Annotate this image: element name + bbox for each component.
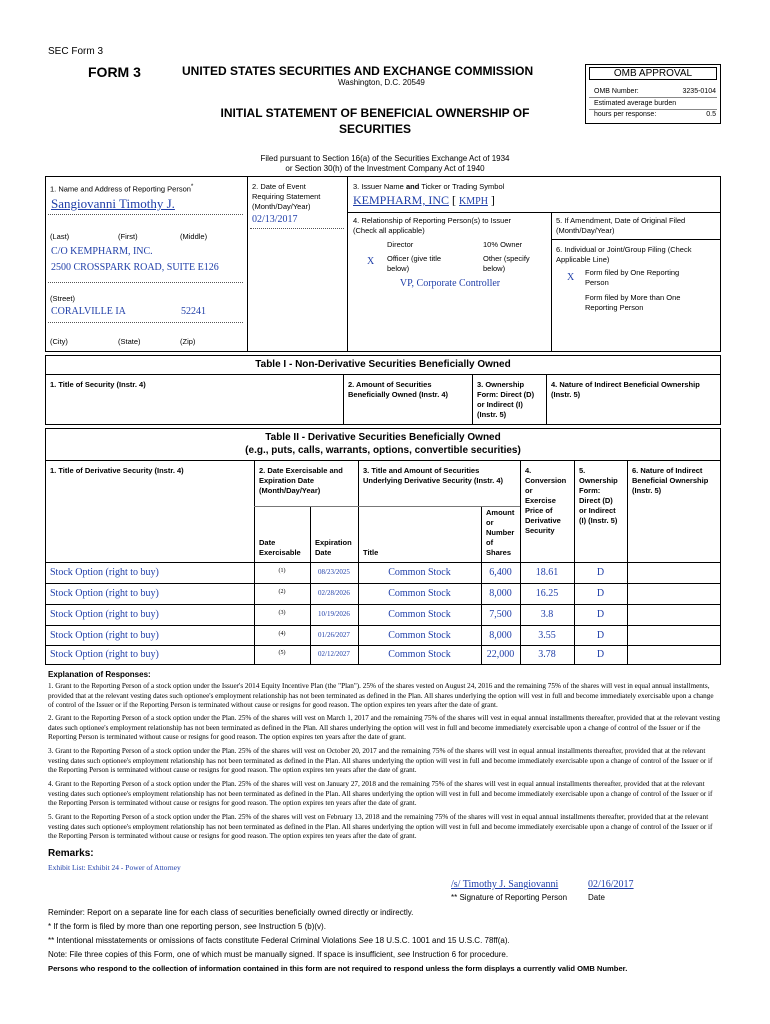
box2-label-2: Requiring Statement [252,192,321,201]
sub-title: Title [363,548,379,557]
row-ownership-form: D [596,630,605,641]
table-2-col-underlying-1: 3. Title and Amount of Securities [363,466,480,475]
row-ownership-form: D [596,567,605,578]
ticker-symbol[interactable]: KMPH [459,196,488,207]
statement-title-1: INITIAL STATEMENT OF BENEFICIAL OWNERSHIP OF [220,106,530,120]
filed-pursuant-1: Filed pursuant to Section 16(a) of the Securities Exchange Act of 1934 [260,154,510,163]
row-ownership-form: D [596,588,605,599]
box6-label-2: Applicable Line) [556,255,610,264]
sub-amount-shares: Amount or Number of Shares [486,508,515,557]
signature-date: 02/16/2017 [588,879,634,890]
row-ownership-form: D [596,649,605,660]
row-footnote[interactable]: (2) [278,589,286,595]
sub-date-exercisable: Date Exercisable [259,538,301,557]
omb-hours-label: hours per response: [594,111,657,118]
box1-label: 1. Name and Address of Reporting Person* [50,183,194,194]
remarks-title: Remarks: [48,848,94,859]
row-price: 16.25 [535,588,559,599]
box4-label-1: 4. Relationship of Reporting Person(s) to Issuer [353,216,511,225]
row-title: Common Stock [388,649,451,660]
more-persons-label-1: Form filed by More than One [585,293,681,302]
table-1-col-ownership-1: 3. Ownership [477,380,525,389]
row-shares: 6,400 [489,567,512,578]
issuer-name: KEMPHARM, INC [ KMPH ] [353,193,495,207]
explanation-title: Explanation of Responses: [48,670,151,679]
row-title: Common Stock [388,588,451,599]
table-2-col-ownership: 5. Ownership Form: Direct (D) or Indirect (I) (Instr. 5) [579,466,618,525]
remarks-text: Exhibit List: Exhibit 24 - Power of Attorney [48,863,181,872]
street-label: (Street) [50,294,76,303]
director-label: Director [387,240,414,249]
omb-title: OMB APPROVAL [589,67,717,80]
more-persons-label-2: Reporting Person [585,303,644,312]
omb-approval-box [585,64,721,124]
table-2-title-2: (e.g., puts, calls, warrants, options, convertible securities) [245,445,521,456]
statement-title-2: SECURITIES [338,122,411,136]
row-security: Stock Option (right to buy) [50,630,159,641]
commission-title: UNITED STATES SECURITIES AND EXCHANGE COMMISSION [182,64,534,78]
row-price: 3.55 [538,630,556,641]
box4-label-2: (Check all applicable) [353,226,425,235]
row-security: Stock Option (right to buy) [50,588,159,599]
row-security: Stock Option (right to buy) [50,567,159,578]
row-security: Stock Option (right to buy) [50,609,159,620]
explanation-note: 4. Grant to the Reporting Person of a stock option under the Plan. 25% of the shares will vest on January 27, 2018 and the remaining 75% of the shares will vest in equal annual installments thereafter, provided that at the relevant vesting dates such optionee's employment relationship has not been terminated as defined in the Plan. All shares underlying the option will vest in full and become immediately exercisable upon a change of control of the Issuer or if the Reporting Person is terminated without cause or resigns for good reason. The option expires ten years after the date of grant. [48,780,713,808]
table-1-col-nature-2: (Instr. 5) [551,390,581,399]
last-label: (Last) [50,232,70,241]
row-shares: 7,500 [489,609,512,620]
row-expiration: 10/19/2026 [318,610,350,618]
row-shares: 8,000 [489,630,512,641]
explanation-note: 5. Grant to the Reporting Person of a stock option under the Plan. 25% of the shares will vest on February 13, 2018 and the remaining 75% of the shares will vest in equal annual installments thereafter, provided that at the relevant vesting dates such optionee's employment relationship has not been terminated as defined in the Plan. All shares underlying the option will vest in full and become immediately exercisable upon a change of control of the Issuer or if the Reporting Person is terminated without cause or resigns for good reason. The option expires ten years after the date of grant. [48,813,713,841]
table-2-col-dates-2: Expiration Date [259,476,315,485]
row-expiration: 01/26/2027 [318,631,350,639]
city-state-value: CORALVILLE IA [51,306,126,317]
footer-multiple-persons: * If the form is filed by more than one reporting person, see Instruction 5 (b)(v). [48,922,326,931]
table-row [45,605,721,625]
row-price: 18.61 [535,567,559,578]
table-1-col-ownership-4: (Instr. 5) [477,410,507,419]
table-row [45,584,721,604]
table-1-col-amount-2: Beneficially Owned (Instr. 4) [348,390,449,399]
table-2-col-dates-1: 2. Date Exercisable and [259,466,343,475]
signature-date-label: Date [588,893,605,902]
omb-burden-label: Estimated average burden [594,100,677,107]
filed-pursuant-2: or Section 30(h) of the Investment Company Act of 1940 [285,164,485,173]
address-line-2: 2500 CROSSPARK ROAD, SUITE E126 [51,262,219,273]
one-person-label-1: Form filed by One Reporting [585,268,680,277]
box6-label-1: 6. Individual or Joint/Group Filing (Check [556,245,692,254]
table-2-title-1: Table II - Derivative Securities Beneficially Owned [265,432,501,443]
state-label: (State) [118,337,141,346]
footer-omb-notice: Persons who respond to the collection of information contained in this form are not required to respond unless the form displays a currently valid OMB Number. [48,964,628,973]
footer-note: Note: File three copies of this Form, one of which must be manually signed. If space is insufficient, see Instruction 6 for procedure. [48,950,509,959]
explanation-note: 2. Grant to the Reporting Person of a stock option under the Plan. 25% of the shares will vest on March 1, 2017 and the remaining 75% of the shares will vest in equal annual installments thereafter, provided that at the relevant vesting dates such optionee's employment relationship has not been terminated as defined in the Plan. All shares underlying the option will vest in full and become immediately exercisable upon a change of control of the Issuer or if the Reporting Person is terminated without cause or resigns for good reason. The option expires ten years after the date of grant. [48,714,720,742]
omb-number-value: 3235-0104 [682,88,716,95]
row-expiration: 02/28/2026 [318,589,350,597]
explanation-note: 3. Grant to the Reporting Person of a stock option under the Plan. 25% of the shares will vest on October 20, 2017 and the remaining 75% of the shares will vest in equal annual installments thereafter, provided that at the relevant vesting dates such optionee's employment relationship has not been terminated as defined in the Plan. All shares underlying the option will vest in full and become immediately exercisable upon a change of control of the Issuer or if the Reporting Person is terminated without cause or resigns for good reason. The option expires ten years after the date of grant. [48,747,713,775]
sec-form-label: SEC Form 3 [48,46,104,57]
table-2-col-title: 1. Title of Derivative Security (Instr. 4) [50,466,184,475]
box2-label-3: (Month/Day/Year) [252,202,311,211]
table-row [45,646,721,665]
box2-label-1: 2. Date of Event [252,182,306,191]
first-label: (First) [118,232,138,241]
officer-title-value: VP, Corporate Controller [399,278,501,289]
ten-pct-owner-label: 10% Owner [483,240,523,249]
footer-misstatements: ** Intentional misstatements or omissions of facts constitute Federal Criminal Violations See 18 U.S.C. 1001 and 15 U.S.C. 78ff(a). [48,936,510,945]
row-expiration: 02/12/2027 [318,650,350,658]
other-label-1: Other (specify [483,254,530,263]
officer-label-1: Officer (give title [387,254,442,263]
omb-number-label: OMB Number: [594,88,639,95]
omb-hours-value: 0.5 [706,111,716,118]
signature-label: ** Signature of Reporting Person [451,893,568,902]
row-title: Common Stock [388,630,451,641]
box3-label: 3. Issuer Name and Ticker or Trading Symbol [353,182,505,191]
event-date-value: 02/13/2017 [252,214,298,225]
row-shares: 8,000 [489,588,512,599]
row-title: Common Stock [388,609,451,620]
row-shares: 22,000 [486,649,515,660]
commission-location: Washington, D.C. 20549 [338,78,425,87]
box5-label-1: 5. If Amendment, Date of Original Filed [556,216,686,225]
table-1-col-nature-1: 4. Nature of Indirect Beneficial Ownership [551,380,700,389]
row-ownership-form: D [596,609,605,620]
table-1-title: Table I - Non-Derivative Securities Beneficially Owned [255,359,511,370]
table-row [45,563,721,583]
officer-checkmark[interactable]: X [367,256,375,267]
row-expiration: 08/23/2025 [318,568,350,576]
zip-label: (Zip) [180,337,196,346]
table-2-col-underlying-2: Underlying Derivative Security (Instr. 4) [363,476,504,485]
address-line-1: C/O KEMPHARM, INC. [51,246,153,257]
zip-value: 52241 [181,306,206,317]
sub-expiration-date: Expiration Date [315,538,352,557]
row-footnote[interactable]: (5) [278,650,286,656]
officer-label-2: below) [387,264,410,273]
row-footnote[interactable]: (4) [278,631,286,637]
row-price: 3.78 [538,649,556,660]
table-1-col-amount-1: 2. Amount of Securities [348,380,432,389]
row-price: 3.8 [540,609,554,620]
table-row [45,626,721,645]
row-footnote[interactable]: (1) [278,568,286,574]
box5-label-2: (Month/Day/Year) [556,226,615,235]
middle-label: (Middle) [180,232,208,241]
explanation-note: 1. Grant to the Reporting Person of a stock option under the Issuer's 2014 Equity Incentive Plan (the "Plan"). 25% of the shares vested on August 24, 2016 and the remaining 75% of the shares will vest in equal annual installments, provided that at the relevant vesting dates such optionee's employment relationship has not been terminated as defined in the Plan. All shares underlying the option will vest in full and become immediately exercisable upon a change of control of the Issuer or if the Reporting Person is terminated without cause or resigns for good reason. The option expires ten years after the date of grant. [48,682,714,710]
form-title: FORM 3 [88,64,141,80]
table-2-col-dates-3: (Month/Day/Year) [259,486,321,495]
row-footnote[interactable]: (3) [278,610,286,616]
other-label-2: below) [483,264,506,273]
row-security: Stock Option (right to buy) [50,649,159,660]
reporting-person-name[interactable]: Sangiovanni Timothy J. [51,196,175,211]
signature-name: /s/ Timothy J. Sangiovanni [451,879,559,890]
table-2-col-nature: 6. Nature of Indirect Beneficial Ownership (Instr. 5) [632,466,709,495]
one-person-label-2: Person [585,278,609,287]
table-1-col-title: 1. Title of Security (Instr. 4) [50,380,146,389]
city-label: (City) [50,337,68,346]
table-1-col-ownership-3: or Indirect (I) [477,400,523,409]
table-2-col-conversion: 4. Conversion or Exercise Price of Derivative Security [525,466,567,535]
one-person-checkmark[interactable]: X [567,272,575,283]
footer-reminder: Reminder: Report on a separate line for each class of securities beneficially owned directly or indirectly. [48,908,414,917]
row-title: Common Stock [388,567,451,578]
table-1-col-ownership-2: Form: Direct (D) [477,390,535,399]
issuer-name-link[interactable]: KEMPHARM, INC [353,193,450,207]
